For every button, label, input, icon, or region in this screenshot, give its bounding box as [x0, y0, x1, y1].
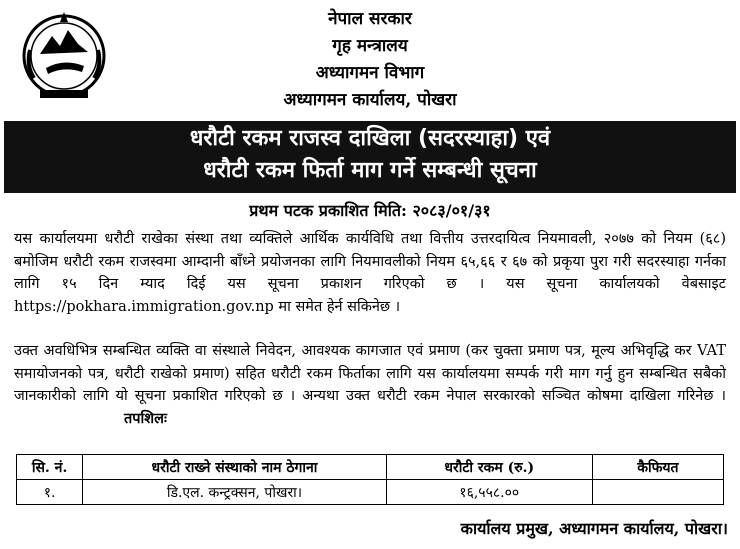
header-government: नेपाल सरकार — [328, 9, 412, 29]
cell-remarks — [592, 480, 723, 505]
notice-title-banner — [4, 121, 736, 193]
notice-title-line2: धरौटी रकम फिर्ता माग गर्ने सम्बन्धी सूचना — [203, 158, 537, 183]
col-header-sn: सि. नं. — [17, 455, 83, 480]
office-chief-signature: कार्यालय प्रमुख, अध्यागमन कार्यालय, पोखरा। — [460, 519, 728, 538]
notice-title-line1: धरौटी रकम राजस्व दाखिला (सदरस्याहा) एवं — [189, 126, 551, 151]
col-header-name: धरौटी राख्ने संस्थाको नाम ठेगाना — [83, 455, 387, 480]
col-header-amount: धरौटी रकम (रु.) — [386, 455, 592, 480]
office-header — [0, 6, 740, 114]
cell-name: डि.एल. कन्ट्रक्सन, पोखरा। — [83, 480, 387, 505]
col-header-remarks: कैफियत — [592, 455, 723, 480]
header-department: अध्यागमन विभाग — [315, 63, 425, 83]
publication-date: प्रथम पटक प्रकाशित मिति: २०८३/०१/३१ — [249, 201, 491, 220]
table-header-row — [17, 455, 724, 480]
cell-amount: १६,५५८.०० — [386, 480, 592, 505]
table-row — [17, 480, 724, 505]
header-office: अध्यागमन कार्यालय, पोखरा — [283, 90, 457, 110]
notice-paragraph-1-text: यस कार्यालयमा धरौटी राखेका संस्था तथा व्यक्तिले आर्थिक कार्यविधि तथा वित्तीय उत्तरदायित्व नियमावली, २०७७ को नियम (६८) बमोजिम धरौटी रकम राजस्वमा आम्दानी बाँध्ने प्रयोजनका लागि नियमावलीको नियम ६५,६६ र ६७ को प्रकृया पुरा गरी सदरस्याहा गर्नका लागि १५ दिन म्याद दिई यस सूचना प्रकाशन गरिएको छ । यस सूचना कार्यालयको वेबसाइट https://pokhara.immigration.gov.np मा समेत हेर्न सकिनेछ । — [14, 231, 726, 315]
notice-paragraph-2 — [14, 340, 726, 430]
header-ministry: गृह मन्त्रालय — [332, 36, 408, 56]
details-label: तपशिलः — [124, 409, 167, 427]
cell-sn: १. — [17, 480, 83, 505]
deposit-table — [16, 454, 724, 505]
notice-paragraph-1 — [14, 228, 726, 318]
notice-paragraph-2-text: उक्त अवधिभित्र सम्बन्धित व्यक्ति वा संस्थाले निवेदन, आवश्यक कागजात एवं प्रमाण (कर चुक्ता प्रमाण पत्र, मूल्य अभिवृद्धि कर VAT समायोजनको पत्र, धरौटी राखेको प्रमाण) सहित धरौटी रकम फिर्ताका लागि यस कार्यालयमा सम्पर्क गरी माग गर्नु हुन सम्बन्धित सबैको जानकारीको लागि यो सूचना प्रकाशित गरिएको छ । अन्यथा उक्त धरौटी रकम नेपाल सरकारको सञ्चित कोषमा दाखिला गरिनेछ । — [14, 343, 726, 404]
